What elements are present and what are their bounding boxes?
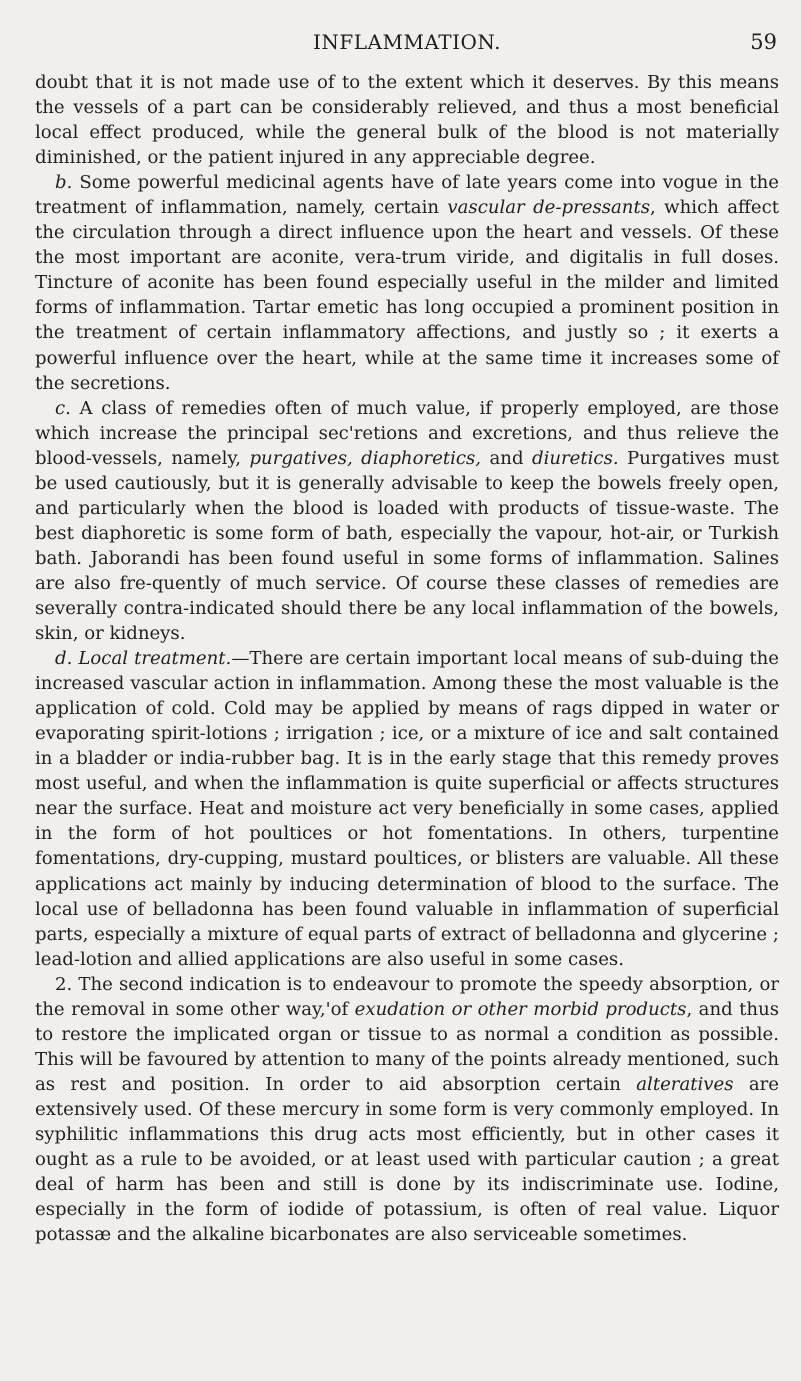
- paragraph-pd: [35, 646, 779, 972]
- text-run: Some powerful medicinal agents have of late years come into vogue in the treatment of inflammation, namely, certain: [35, 172, 779, 219]
- italic-run: c.: [55, 397, 71, 419]
- text-run: , and thus to restore the implicated organ or tissue to as normal a condition as possible. This will be favoured by attention to many of the points already mentioned, such as rest and position. In order to aid absorption certain: [35, 998, 780, 1095]
- italic-run: alteratives: [636, 1073, 734, 1095]
- running-title: INFLAMMATION.: [312, 30, 502, 54]
- paragraph-p2: [35, 972, 779, 1248]
- italic-run: diuretics.: [532, 447, 619, 469]
- page-number: 59: [750, 30, 777, 54]
- paragraph-p0: [35, 70, 779, 170]
- text-run: doubt that it is not made use of to the extent which it deserves. By this means the vessels of a part can be considerably relieved, and thus a most beneficial local effect produced, while the general bulk of the blood is not materially diminished, or the patient injured in any appreciable degree.: [35, 72, 779, 169]
- italic-run: vascular de-pressants: [447, 197, 651, 219]
- running-head: [35, 30, 779, 70]
- text-run: , which affect the circulation through a direct influence upon the heart and vessels. Of these the most important are aconite, vera-trum viride, and digitalis in full doses. Tincture of aconite has been found especially useful in the milder and limited forms of inflammation. Tartar emetic has long occupied a prominent position in the treatment of certain inflammatory affections, and justly so ; it exerts a powerful influence over the heart, while at the same time it increases some of the secretions.: [35, 197, 780, 394]
- italic-run: exudation or other morbid products: [354, 998, 687, 1020]
- italic-run: purgatives, diaphoretics,: [249, 447, 482, 469]
- text-run: Purgatives must be used cautiously, but it is generally advisable to keep the bowels freely open, and particularly when the blood is loaded with products of tissue-waste. The best diaphoretic is some form of bath, especially the vapour, hot-air, or Turkish bath. Jaborandi has been found useful in some forms of inflammation. Salines are also fre-quently of much service. Of course these classes of remedies are severally contra-indicated should there be any local inflammation of the bowels, skin, or kidneys.: [35, 447, 779, 645]
- text-run: A class of remedies often of much value, if properly employed, are those which increase the principal sec'retions and excretions, and thus relieve the blood-vessels, namely,: [35, 397, 779, 469]
- text-run: —There are certain important local means of sub-duing the increased vascular action in inflammation. Among these the most valuable is the application of cold. Cold may be applied by means of rags dipped in water or evaporating spirit-lotions ; irrigation ; ice, or a mixture of ice and salt contained in a bladder or india-rubber bag. It is in the early stage that this remedy proves most useful, and when the inflammation is quite superficial or affects structures near the surface. Heat and moisture act very beneficially in some cases, applied in the form of hot poultices or hot fomentations. In others, turpentine fomentations, dry-cupping, mustard poultices, or blisters are valuable. All these applications act mainly by inducing determination of blood to the surface. The local use of belladonna has been found valuable in inflammation of superficial parts, especially a mixture of equal parts of extract of belladonna and glycerine ; lead-lotion and allied applications are also useful in some cases.: [35, 648, 779, 970]
- text-run: 2. The second indication is to endeavour to promote the speedy absorption, or the removal in some other way,'of: [35, 973, 779, 1020]
- text-run: and: [481, 447, 532, 469]
- italic-run: d. Local treatment.: [55, 648, 232, 670]
- text-run: are extensively used. Of these mercury in some form is very commonly employed. In syphilitic inflammations this drug acts most efficiently, but in other cases it ought as a rule to be avoided, or at least used with particular caution ; a great deal of harm has been and still is done by its indiscriminate use. Iodine, especially in the form of iodide of potassium, is often of real value. Liquor potassæ and the alkaline bicarbonates are also serviceable sometimes.: [35, 1073, 779, 1246]
- body-text: [35, 70, 779, 1247]
- paragraph-pc: [35, 396, 779, 646]
- italic-run: b.: [55, 172, 73, 194]
- paragraph-pb: [35, 170, 779, 395]
